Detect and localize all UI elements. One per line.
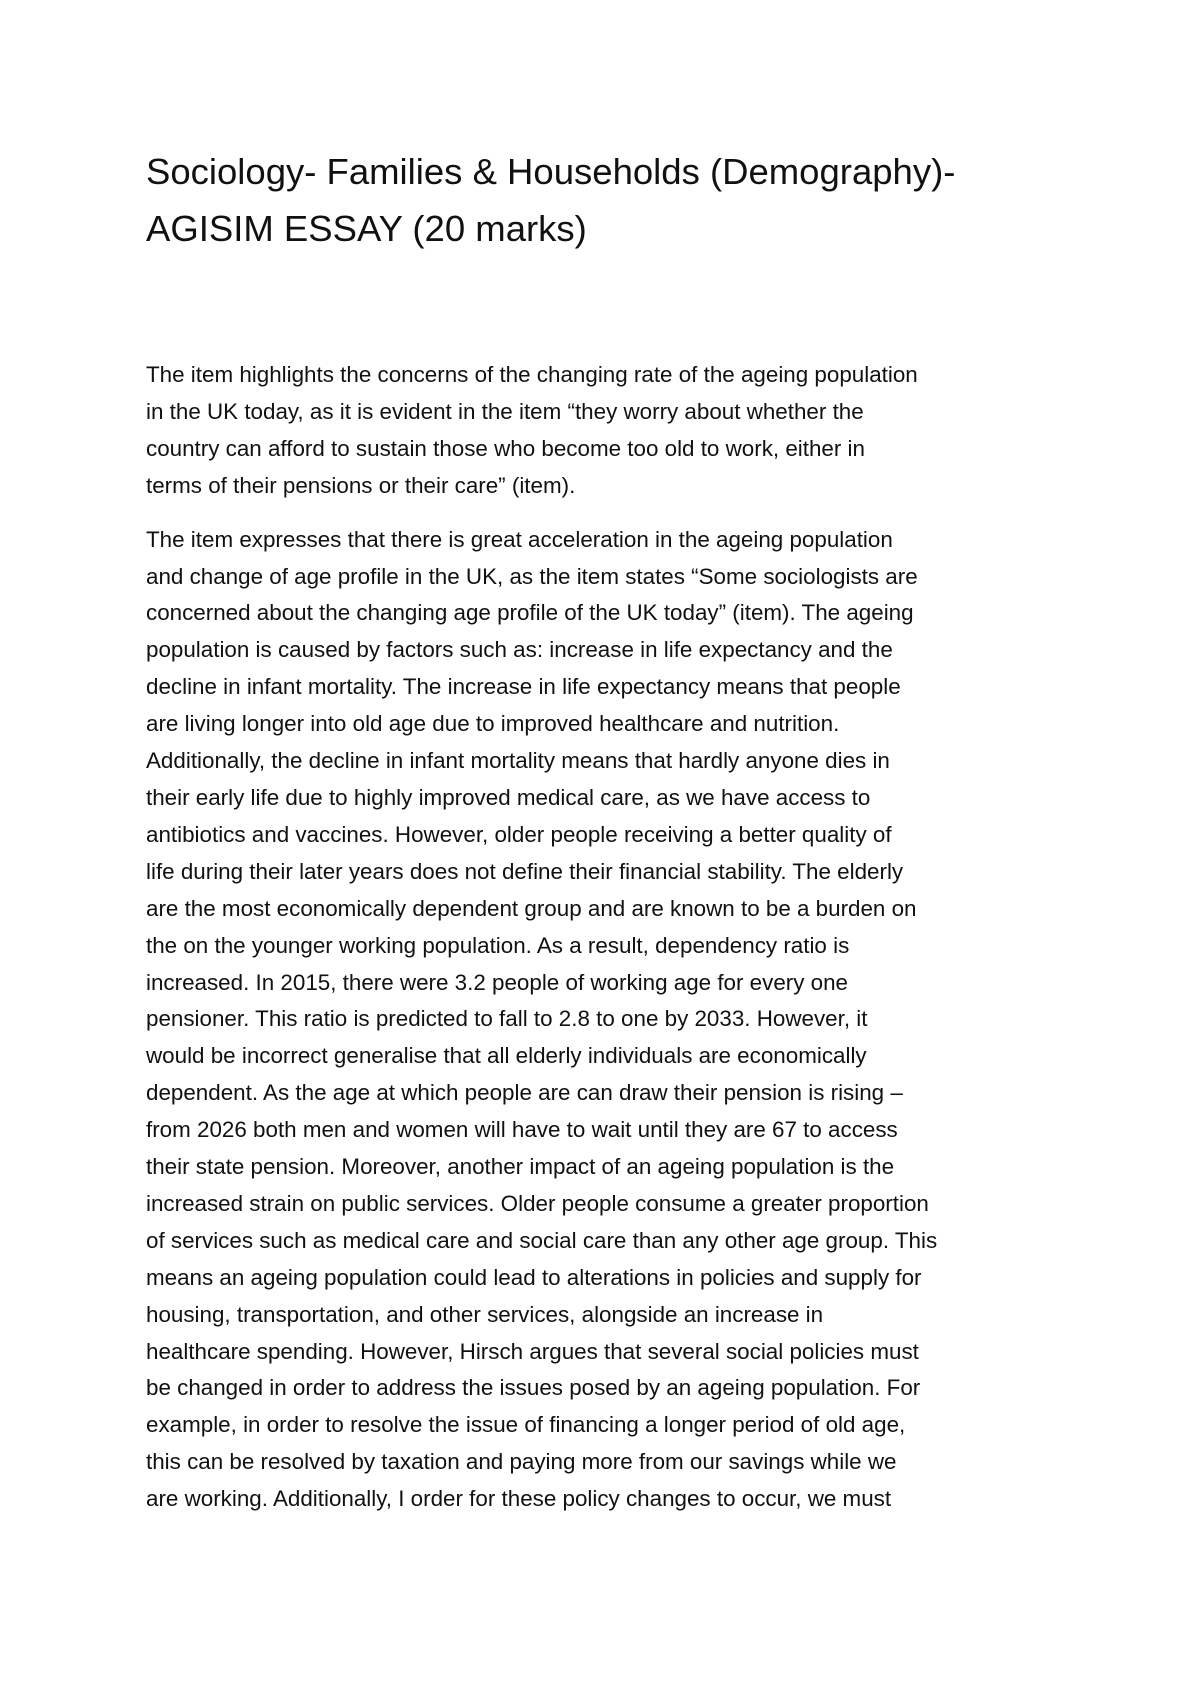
title-line: AGISIM ESSAY (20 marks)	[146, 208, 587, 249]
text-line: means an ageing population could lead to alterations in policies and supply for	[146, 1264, 922, 1290]
text-line: pensioner. This ratio is predicted to fall to 2.8 to one by 2033. However, it	[146, 1006, 868, 1032]
text-line: country can afford to sustain those who become too old to work, either in	[146, 435, 865, 461]
text-line: are the most economically dependent group and are known to be a burden on	[146, 895, 917, 921]
text-line: and change of age profile in the UK, as the item states “Some sociologists are	[146, 563, 918, 589]
text-line: from 2026 both men and women will have to wait until they are 67 to access	[146, 1117, 898, 1143]
paragraph-2	[146, 522, 1076, 1518]
text-line: increased strain on public services. Older people consume a greater proportion	[146, 1190, 929, 1216]
text-line: their early life due to highly improved medical care, as we have access to	[146, 784, 871, 810]
text-line: the on the younger working population. As a result, dependency ratio is	[146, 932, 850, 958]
text-line: antibiotics and vaccines. However, older people receiving a better quality of	[146, 821, 892, 847]
text-line: Additionally, the decline in infant mortality means that hardly anyone dies in	[146, 748, 890, 774]
text-line: this can be resolved by taxation and paying more from our savings while we	[146, 1449, 897, 1475]
text-line: population is caused by factors such as: increase in life expectancy and the	[146, 637, 893, 663]
text-line: increased. In 2015, there were 3.2 people of working age for every one	[146, 969, 849, 995]
title-line: Sociology- Families & Households (Demography)-	[146, 151, 956, 192]
text-line: healthcare spending. However, Hirsch argues that several social policies must	[146, 1338, 919, 1364]
paragraph-1	[146, 357, 1076, 505]
text-line: be changed in order to address the issues posed by an ageing population. For	[146, 1375, 921, 1401]
text-line: are living longer into old age due to improved healthcare and nutrition.	[146, 711, 840, 737]
text-line: housing, transportation, and other services, alongside an increase in	[146, 1301, 824, 1327]
text-line: The item highlights the concerns of the changing rate of the ageing population	[146, 362, 918, 387]
text-line: The item expresses that there is great acceleration in the ageing population	[146, 526, 893, 552]
text-line: in the UK today, as it is evident in the item “they worry about whether the	[146, 398, 864, 424]
document-title	[146, 143, 1086, 257]
text-line: example, in order to resolve the issue of financing a longer period of old age,	[146, 1412, 906, 1438]
text-line: life during their later years does not define their financial stability. The elderly	[146, 858, 904, 884]
text-line: their state pension. Moreover, another impact of an ageing population is the	[146, 1154, 895, 1180]
text-line: terms of their pensions or their care” (item).	[146, 472, 576, 498]
text-line: would be incorrect generalise that all elderly individuals are economically	[146, 1043, 867, 1069]
essay-body	[146, 357, 1076, 1518]
text-line: concerned about the changing age profile of the UK today” (item). The ageing	[146, 600, 914, 626]
text-line: are working. Additionally, I order for these policy changes to occur, we must	[146, 1486, 892, 1512]
text-line: dependent. As the age at which people are can draw their pension is rising –	[146, 1080, 903, 1106]
text-line: decline in infant mortality. The increase in life expectancy means that people	[146, 674, 901, 700]
text-line: of services such as medical care and social care than any other age group. This	[146, 1227, 938, 1253]
